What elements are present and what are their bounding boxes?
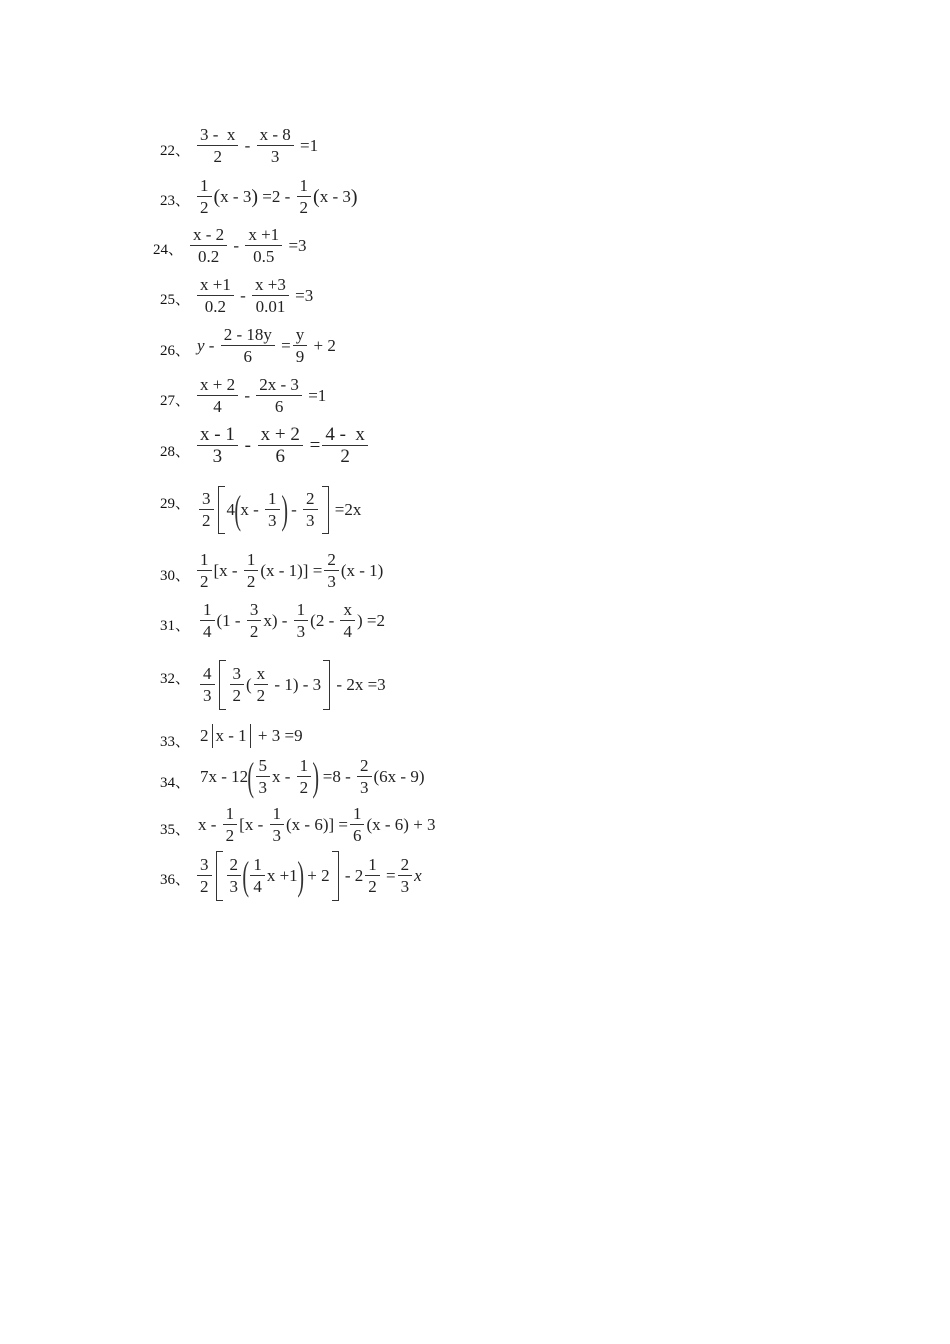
operator: - [204,336,219,355]
numerator: x +1 [245,226,282,246]
fraction [365,856,380,896]
operator: - [286,500,301,519]
fraction [340,601,355,641]
numerator: 3 [247,601,262,621]
left-bracket [216,851,223,901]
fraction [322,426,368,466]
variable: x [414,866,422,885]
fraction [227,856,242,896]
denominator: 3 [268,511,277,530]
term: 7x - 12 [200,767,249,786]
numerator: x [254,665,269,685]
operator: - [235,286,251,305]
numerator: 2 [227,856,242,876]
term: x +1 [266,866,298,885]
numerator: 1 [223,805,238,825]
fraction [197,276,234,316]
fraction [197,856,212,896]
numerator: 1 [197,551,212,571]
numerator: x - 8 [257,126,294,146]
term: (x - 1)] = [260,561,323,580]
fraction [247,601,262,641]
denominator: 0.5 [253,247,275,266]
denominator: 0.2 [197,247,220,266]
numerator: x +1 [197,276,234,296]
denominator: 3 [270,147,280,166]
equation [198,660,386,710]
numerator: 1 [197,177,212,197]
denominator: 2 [200,877,209,896]
term: x - [272,767,295,786]
rhs: =3 [290,286,314,305]
equation [195,376,326,416]
right-bracket [322,486,329,534]
left-bracket [219,660,226,710]
numerator: x + 2 [197,376,238,396]
problem-number: 32、 [160,671,191,687]
operator: - [239,435,256,456]
fraction [197,177,212,217]
numerator: 3 [230,665,245,685]
fraction [223,805,238,845]
fraction [250,856,265,896]
fraction [252,276,289,316]
abs-bar-right [250,724,251,748]
fraction [245,226,282,266]
term: x - [240,500,263,519]
fraction [190,226,227,266]
operator: = [304,435,321,456]
problem-number: 34、 [160,775,191,791]
equation [195,276,313,316]
denominator: 0.01 [255,297,286,316]
denominator: 6 [275,446,286,467]
problem-number: 27、 [160,393,191,409]
term: (x - 6)] = [286,815,348,834]
term: (2 - [310,611,339,630]
numerator: 1 [265,490,280,510]
numerator: 1 [297,177,312,197]
operator: - [229,236,244,255]
numerator: 2 [398,856,413,876]
equation [198,805,436,845]
fraction [294,601,309,641]
equation [198,601,385,641]
denominator: 3 [306,511,315,530]
fraction [270,805,285,845]
problem-number: 26、 [160,343,191,359]
fraction [221,326,275,366]
fraction [265,490,280,530]
numerator: 2 - 18y [221,326,275,346]
rhs: (x - 6) + 3 [366,815,436,834]
term: x - 3 [319,187,351,206]
denominator: 4 [253,877,262,896]
problem-number: 23、 [160,193,191,209]
fraction [398,856,413,896]
left-paren: ( [247,754,255,799]
problem-number: 35、 [160,822,191,838]
term: + 2 [303,866,330,885]
paren: ( [313,185,320,208]
numerator: 1 [270,805,285,825]
equation [195,426,370,466]
rhs: =3 [284,236,307,255]
term: - 1) - 3 [270,675,322,694]
numerator: 2 [357,757,372,777]
problem-number: 25、 [160,292,191,308]
rhs: ) =2 [356,611,385,630]
fraction [244,551,259,591]
right-paren: ) [297,853,304,898]
numerator: 4 - x [322,426,368,446]
rhs: (x - 1) [340,561,384,580]
numerator: 1 [244,551,259,571]
denominator: 3 [272,826,281,845]
numerator: 1 [365,856,380,876]
denominator: 3 [360,778,369,797]
denominator: 4 [203,622,212,641]
fraction [293,326,308,366]
term: ( [246,675,252,694]
term: x - [198,815,221,834]
fraction [197,426,238,466]
denominator: 2 [299,778,309,797]
paren: ) [251,185,259,208]
equation [195,551,383,591]
equation [200,754,425,799]
denominator: 2 [200,198,209,217]
denominator: 2 [249,622,259,641]
equation [195,851,422,901]
numerator: 5 [256,757,271,777]
operator: = [276,336,291,355]
numerator: 2 [303,490,318,510]
denominator: 2 [225,826,235,845]
denominator: 3 [400,877,410,896]
operator: =8 - [318,767,355,786]
equation [200,724,303,748]
fraction [297,757,312,797]
fraction [256,376,302,416]
denominator: 2 [340,446,350,467]
numerator: 3 [197,856,212,876]
denominator: 4 [343,622,352,641]
denominator: 3 [327,572,336,591]
denominator: 6 [243,347,253,366]
equation [195,126,318,166]
numerator: x - 1 [197,426,238,446]
problem-number: 30、 [160,568,191,584]
problem-number: 28、 [160,444,191,460]
numerator: 4 [200,665,215,685]
right-bracket [323,660,330,710]
problem-number: 36、 [160,872,191,888]
rhs: =1 [295,136,319,155]
denominator: 3 [212,446,223,467]
fraction [197,551,212,591]
fraction [197,126,238,166]
fraction [230,665,245,705]
numerator: 1 [294,601,309,621]
numerator: 2 [324,551,339,571]
fraction [197,376,238,416]
fraction [357,757,372,797]
numerator: x - 2 [190,226,227,246]
denominator: 2 [246,572,256,591]
right-paren: ) [280,487,288,532]
denominator: 2 [368,877,377,896]
paren: ( [213,185,221,208]
numerator: x +3 [252,276,289,296]
fraction [199,490,214,530]
fraction [200,601,215,641]
right-paren: ) [312,754,320,799]
fraction [303,490,318,530]
denominator: 3 [229,877,238,896]
numerator: 1 [250,856,265,876]
term: (1 - [216,611,245,630]
equation [188,226,307,266]
fraction [324,551,339,591]
denominator: 2 [299,198,309,217]
denominator: 4 [213,397,222,416]
left-bracket [218,486,225,534]
term: [x - [213,561,242,580]
variable: y [197,336,205,355]
denominator: 2 [213,147,222,166]
denominator: 2 [232,686,241,705]
fraction [256,757,271,797]
denominator: 9 [295,347,305,366]
problem-number: 31、 [160,618,191,634]
denominator: 0.2 [204,297,227,316]
denominator: 3 [258,778,267,797]
denominator: 2 [200,572,209,591]
operator: - [240,386,255,405]
term: 4 [226,500,235,519]
term: x - 1 [215,726,247,745]
rhs: + 3 =9 [253,726,303,745]
fraction [257,126,294,166]
fraction [200,665,215,705]
numerator: 1 [200,601,215,621]
rhs: (6x - 9) [373,767,425,786]
problem-number: 29、 [160,496,191,512]
numerator: 3 [199,490,214,510]
numerator: 1 [350,805,365,825]
operator: - 2 [340,866,364,885]
numerator: y [293,326,308,346]
term: x - 3 [220,187,252,206]
operator: =2 - [258,187,295,206]
fraction [258,426,303,466]
term: 2 [200,726,209,745]
equation [197,486,361,534]
rhs: + 2 [309,336,336,355]
fraction [254,665,269,705]
numerator: 2x - 3 [256,376,302,396]
denominator: 2 [202,511,211,530]
denominator: 2 [256,686,266,705]
rhs: =2x [330,500,362,519]
rhs: - 2x =3 [332,675,386,694]
problem-number: 33、 [160,734,191,750]
problem-number: 22、 [160,143,191,159]
fraction [297,177,312,217]
paren: ) [350,185,358,208]
right-bracket [332,851,339,901]
term: x) - [263,611,292,630]
problem-number: 24、 [153,242,184,258]
operator: - [240,136,255,155]
operator: = [381,866,396,885]
numerator: 1 [297,757,312,777]
numerator: x + 2 [258,426,303,446]
left-paren: ( [242,853,249,898]
denominator: 3 [296,622,306,641]
denominator: 3 [203,686,212,705]
equation [197,326,336,366]
fraction [350,805,365,845]
denominator: 6 [352,826,362,845]
rhs: =1 [303,386,327,405]
left-paren: ( [234,487,241,532]
abs-bar-left [212,724,213,748]
equation [195,177,358,217]
numerator: x [340,601,355,621]
term: [x - [239,815,268,834]
denominator: 6 [274,397,284,416]
numerator: 3 - x [197,126,238,146]
